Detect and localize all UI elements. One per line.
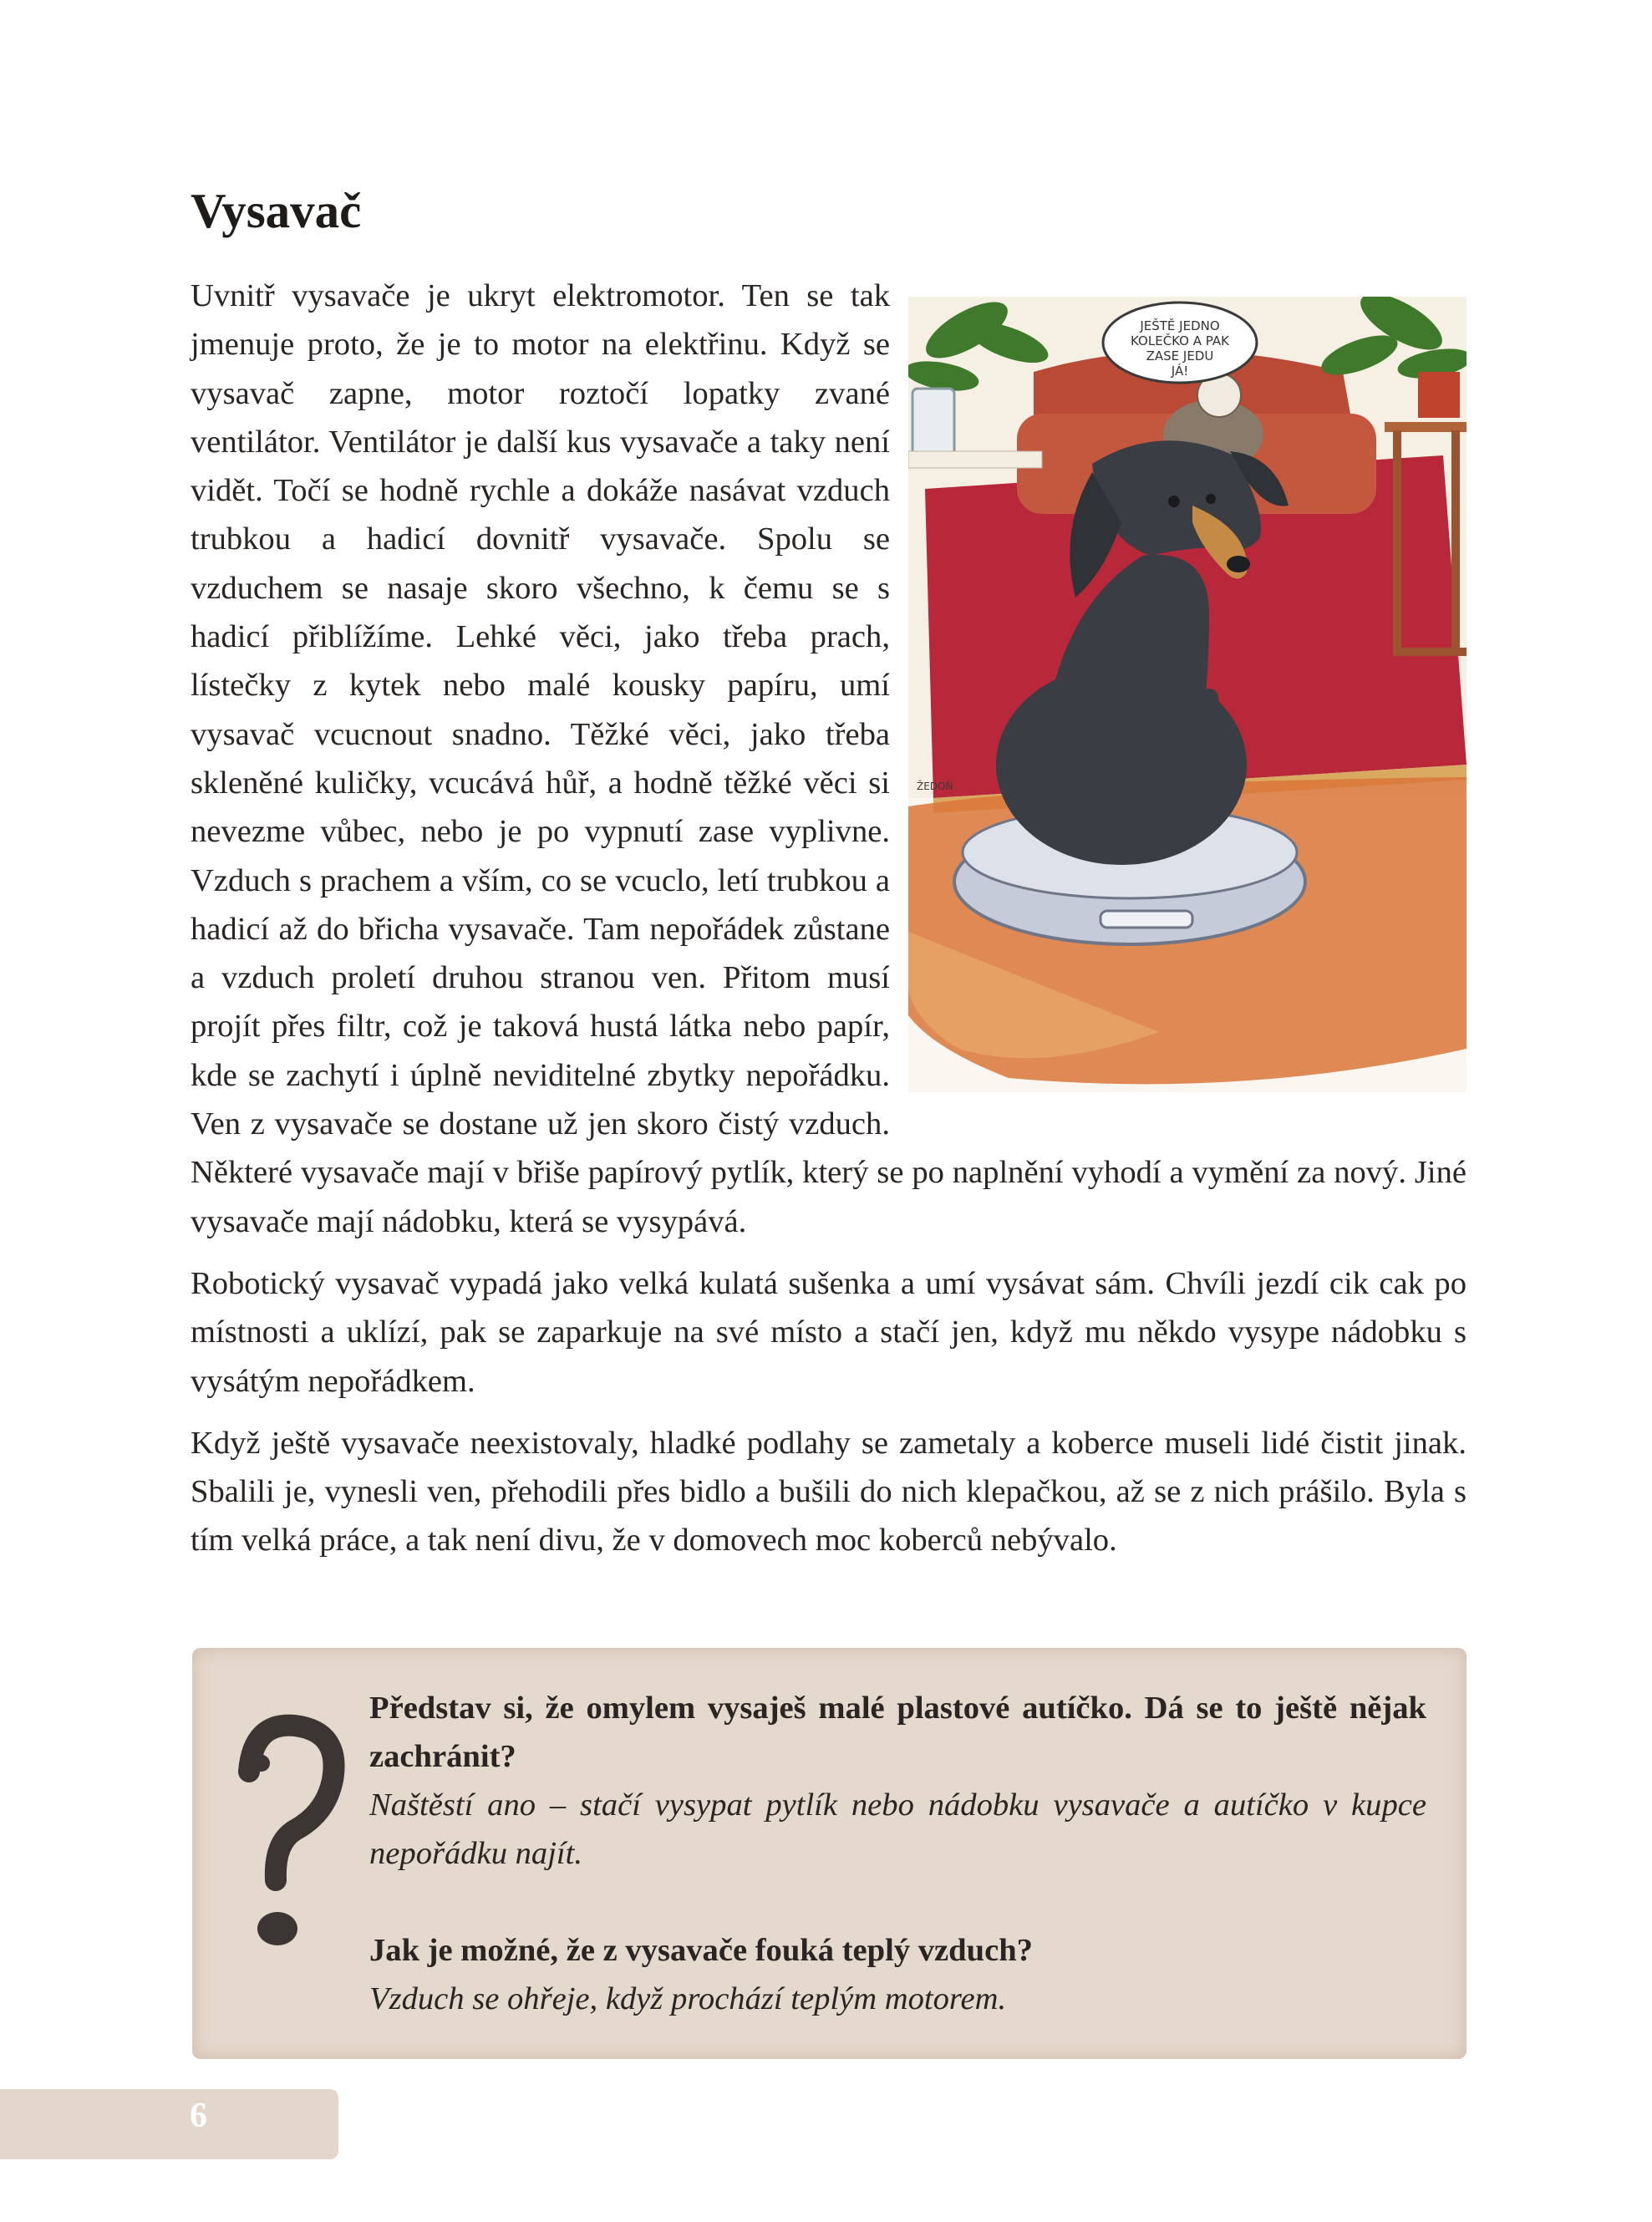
page-number: 6 [190,2097,207,2135]
paragraph-3: Když ještě vysavače neexistovaly, hladké podlahy se zametaly a koberce museli lidé čistit jinak. Sbalili je, vynesli ven, přehodili přes bidlo a bušili do nich klepačkou, až se z nich prášilo. Byla s tím velká práce, a tak není divu, že v domovech moc koberců nebývalo. [191,1425,1466,1558]
illustration-wrap-spacer [890,272,1466,1141]
speech-bubble-line-3: ZASE JEDU [1146,348,1214,364]
paragraph-1: Uvnitř vysavače je ukryt elektromotor. Ten se tak jmenuje proto, že je to motor na elektřinu. Když se vysavač zapne, motor roztočí lopatky zvané ventilátor. Ventilátor je další kus vysavače a taky není vidět. Točí se hodně rychle a dokáže nasávat vzduch trubkou a hadicí dovnitř vysavače. Spolu se vzduchem se nasaje skoro všechno, k čemu se s hadicí přiblížíme. Lehké věci, jako třeba prach, lístečky z kytek nebo malé kousky papíru, umí vysavač vcucnout snadno. Těžké věci, jako třeba skleněné kuličky, vcucává hůř, a hodně těžké věci si nevezme vůbec, nebo je po vypnutí zase vyplivne. Vzduch s prachem a vším, co se vcuclo, letí trubkou a hadicí až do břicha vysavače. Tam nepořádek zůstane a vzduch proletí druhou stranou ven. Přitom musí projít přes filtr, což je taková hustá látka nebo papír, kde se zachytí i úplně neviditelné zbytky nepořádku. Ven z vysavače se dostane už jen skoro čistý vzduch. Některé vysavače mají v břiše papírový pytlík, který se po naplnění vyhodí a vymění za nový. Jiné vysavače mají nádobku, která se vysypává. [191,278,1466,1239]
page-title: Vysavač [191,183,362,238]
speech-bubble-line-2: KOLEČKO A PAK [1131,333,1229,348]
illustrator-signature: ŽEDOŇ [917,780,953,792]
page-number-tab [0,2089,338,2159]
question-2: Jak je možné, že z vysavače fouká teplý vzduch? [369,1933,1033,1968]
speech-bubble-line-1: JEŠTĚ JEDNO [1140,318,1220,333]
article-body [191,272,1466,1579]
speech-bubble-line-4: JÁ! [1171,364,1189,379]
answer-2: Vzduch se ohřeje, když prochází teplým motorem. [369,1981,1007,2016]
question-1: Představ si, že omylem vysaješ malé plastové autíčko. Dá se to ještě nějak zachránit? [369,1691,1426,1774]
question-mark-icon [224,1713,349,1955]
answer-1: Naštěstí ano – stačí vysypat pytlík nebo nádobku vysavače a autíčko v kupce nepořádku najít. [369,1787,1426,1871]
paragraph-2: Robotický vysavač vypadá jako velká kulatá sušenka a umí vysávat sám. Chvíli jezdí cik cak po místnosti a uklízí, pak se zaparkuje na své místo a stačí jen, když mu někdo vysype nádobku s vysátým nepořádkem. [191,1265,1466,1399]
question-answer-list [369,1684,1426,2023]
